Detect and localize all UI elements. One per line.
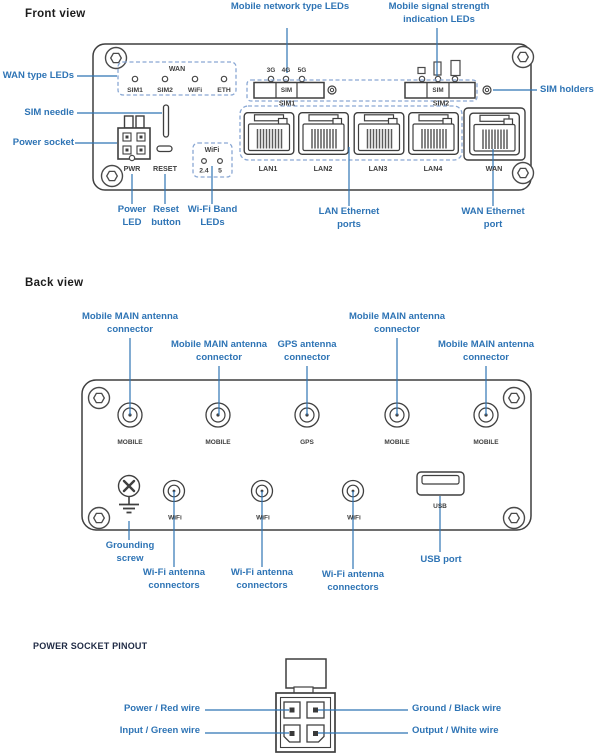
wan-port — [470, 113, 520, 155]
led-label: 3G — [266, 67, 276, 74]
wifi-box-title: WiFi — [204, 147, 220, 154]
label-lan-ethernet-ports: LAN Ethernet ports — [318, 206, 380, 230]
sim-eject-hole-icon — [328, 86, 336, 94]
connector-label: MOBILE — [384, 439, 410, 446]
label-power-socket: Power socket — [12, 137, 74, 148]
sim-slot-text: SIM — [432, 87, 444, 94]
label-sim-needle: SIM needle — [24, 107, 74, 118]
label-pin-power: Power / Red wire — [123, 703, 200, 714]
label-usb-port: USB port — [420, 554, 462, 565]
connector-label: MOBILE — [117, 439, 143, 446]
label-pin-ground: Ground / Black wire — [412, 703, 502, 714]
connector-label: GPS — [300, 439, 314, 446]
pinout-title: POWER SOCKET PINOUT — [33, 641, 148, 651]
reset-button — [157, 146, 172, 152]
label-sim-holders: SIM holders — [540, 84, 594, 95]
led-wifi-24 — [202, 159, 207, 164]
label-mobile-network-type-leds: Mobile network type LEDs — [230, 1, 350, 12]
led-label: SIM1 — [127, 87, 143, 94]
led-label: WiFi — [187, 87, 203, 94]
led-label: 5 — [218, 167, 222, 175]
led-wifi-5 — [218, 159, 223, 164]
connector-label: WiFi — [347, 514, 361, 522]
sim-slot-text: SIM — [280, 87, 293, 94]
lan1-port — [244, 113, 294, 155]
sim2-label: SIM2 — [432, 100, 450, 108]
mobile-antenna-connector-icon — [206, 403, 230, 427]
led-eth — [221, 76, 226, 81]
label-wan-type-leds: WAN type LEDs — [2, 70, 74, 81]
label-mobile-main-antenna-3: Mobile MAIN antenna connector — [348, 311, 446, 335]
corner-screw-icon — [102, 166, 123, 187]
port-label: LAN1 — [258, 164, 278, 173]
connector-label: WiFi — [168, 514, 182, 522]
label-wifi-band-leds: Wi-Fi Band LEDs — [187, 204, 238, 228]
connector-label: MOBILE — [205, 439, 231, 446]
reset-label: RESET — [153, 164, 177, 173]
label-mobile-main-antenna-4: Mobile MAIN antenna connector — [437, 339, 535, 363]
label-reset-button: Reset button — [151, 204, 181, 228]
front-view-title: Front view — [25, 8, 86, 20]
corner-screw-icon — [89, 508, 110, 529]
corner-screw-icon — [106, 48, 127, 69]
sim1-label: SIM1 — [278, 100, 296, 108]
led-wifi — [192, 76, 197, 81]
corner-screw-icon — [504, 388, 525, 409]
sim-needle — [164, 105, 169, 137]
corner-screw-icon — [504, 508, 525, 529]
connector-label: MOBILE — [473, 439, 499, 446]
label-pin-input: Input / Green wire — [119, 725, 200, 736]
label-wifi-antenna-3: Wi-Fi antenna connectors — [321, 569, 385, 593]
label-mobile-main-antenna-1: Mobile MAIN antenna connector — [81, 311, 179, 335]
pinout-latch — [286, 659, 326, 688]
port-label: LAN3 — [368, 164, 388, 173]
lan2-port — [299, 113, 349, 155]
port-label: LAN2 — [313, 164, 333, 173]
led-label: 4G — [281, 67, 291, 74]
usb-label: USB — [433, 503, 447, 510]
lan3-port — [354, 113, 404, 155]
back-view-title: Back view — [25, 277, 84, 289]
label-mobile-main-antenna-2: Mobile MAIN antenna connector — [170, 339, 268, 363]
label-wifi-antenna-2: Wi-Fi antenna connectors — [230, 567, 294, 591]
power-socket-pinout — [205, 659, 408, 752]
corner-screw-icon — [89, 388, 110, 409]
usb-port — [417, 472, 464, 495]
power-led — [129, 155, 134, 160]
led-label: ETH — [217, 87, 231, 94]
label-grounding-screw: Grounding screw — [105, 540, 155, 564]
led-sim2 — [162, 76, 167, 81]
label-power-led: Power LED — [117, 204, 147, 228]
lan4-port — [409, 113, 459, 155]
label-mobile-signal-strength-leds: Mobile signal strength indication LEDs — [388, 1, 490, 25]
led-sim1 — [132, 76, 137, 81]
corner-screw-icon — [513, 163, 534, 184]
connector-label: WiFi — [256, 514, 270, 522]
label-pin-output: Output / White wire — [412, 725, 499, 736]
led-label: 5G — [297, 67, 307, 74]
corner-screw-icon — [513, 47, 534, 68]
port-label: LAN4 — [423, 164, 443, 173]
label-gps-antenna: GPS antenna connector — [277, 339, 337, 363]
pwr-label: PWR — [123, 164, 141, 173]
led-label: 2.4 — [199, 167, 209, 175]
label-wan-ethernet-port: WAN Ethernet port — [461, 206, 525, 230]
led-label: SIM2 — [157, 87, 173, 94]
wan-box-title: WAN — [168, 66, 186, 73]
sim-eject-hole-icon — [483, 86, 491, 94]
port-label: WAN — [485, 164, 503, 173]
label-wifi-antenna-1: Wi-Fi antenna connectors — [142, 567, 206, 591]
